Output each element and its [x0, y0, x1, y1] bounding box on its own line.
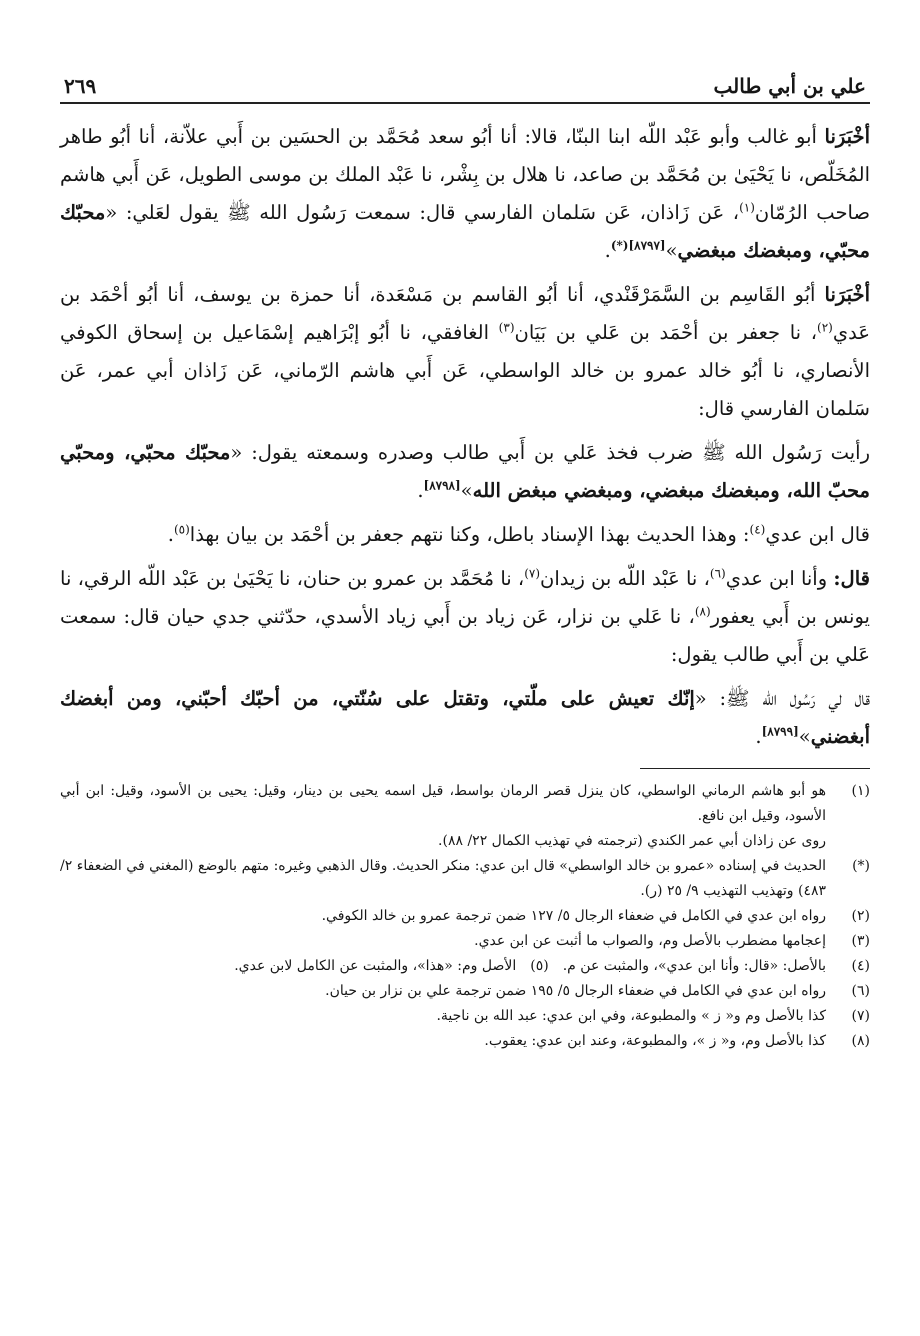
book-page [60, 54, 870, 1054]
hadith-quote: إنّك تعيش على ملّتي، وتقتل على سُنّتي، من أحبّك أحبّني، ومن أبغضك أبغضني [60, 687, 870, 748]
footnote-text: روى عن زاذان أبي عمر الكندي (ترجمته في تهذيب الكمال ٢٢/ ٨٨). [438, 833, 826, 849]
paragraph-text: قال لي رَسُول الله ﷺ: « [694, 687, 870, 710]
hadith-quote: محبّك محبّي، ومحبّي محبّ الله، ومبغضك مبغضي، ومبغضي مبغض الله [60, 441, 870, 502]
footnote-2 [60, 904, 870, 929]
footnote-text: رواه ابن عدي في الكامل في ضعفاء الرجال ٥/ ١٢٧ ضمن ترجمة عمرو بن خالد الكوفي. [321, 908, 826, 924]
hadith-number: [٨٧٩٧](*) [610, 238, 666, 253]
paragraph-3 [60, 434, 870, 510]
paragraph-text: ، نا جعفر بن أحْمَد بن عَلي بن بَيَان [514, 321, 818, 344]
paragraph-end: . [755, 725, 762, 748]
footnote-marker: (٣) [498, 320, 515, 335]
paragraph-end: . [604, 239, 611, 262]
footnote-text-5: الأصل وم: «هذا»، والمثبت عن الكامل لابن عدي. [234, 958, 517, 974]
footnote-text: كذا بالأصل وم و« ز » والمطبوعة، وفي ابن عدي: عبد الله بن ناجية. [436, 1008, 826, 1024]
paragraph-end: . [417, 479, 424, 502]
footnote-8 [60, 1029, 870, 1054]
paragraph-text: ، نا عَبْد اللّه بن زيدان [540, 567, 710, 590]
footnote-star [60, 854, 870, 904]
paragraph-text: أبو غالب وأبو عَبْد اللّه ابنا البنّا، قالا: أنا أبُو سعد مُحَمَّد بن الحسَين بن أَبي علاّنة، أنا أبُو طاهر المُخَلّص، نا يَحْيَىٰ بن مُحَمَّد بن صاعد، نا هلال بن بِشْر، نا عَبْد الملك بن موسى الطويل، عَن أَبي هاشم صاحب الرُمّان [60, 125, 870, 224]
footnote-3 [60, 929, 870, 954]
footnote-text: إعجامها مضطرب بالأصل وم، والصواب ما أثبت عن ابن عدي. [474, 933, 826, 949]
paragraph-text: رأيت رَسُول الله ﷺ ضرب فخذ عَلي بن أَبي طالب وصدره وسمعته يقول: « [230, 441, 870, 464]
paragraph-text: ، نا عَلي بن نزار، عَن زياد بن أَبي زياد الأسدي، حدّثني جدي حيان قال: سمعت عَلي بن أَبي طالب يقول: [60, 605, 870, 666]
footnote-marker: (١) [739, 200, 755, 215]
hadith-number: [٨٧٩٩] [761, 724, 799, 739]
quote-close: » [798, 725, 811, 748]
footnote-text: هو أبو هاشم الرماني الواسطي، كان ينزل قصر الرمان بواسط، قيل اسمه يحيى بن دينار، وقيل: يحيى بن الأسود، وقيل: ابن أبي الأسود، وقيل ابن نافع. [60, 783, 826, 824]
paragraph-text: ، عَن زَاذان، عَن سَلمان الفارسي قال: سمعت رَسُول الله ﷺ يقول لعَلي: « [105, 201, 740, 224]
header-title: علي بن أبي طالب [713, 74, 866, 98]
footnote-number-5: (٥) [530, 958, 549, 974]
footnote-4-5 [60, 954, 870, 979]
footnote-text-4: بالأصل: «قال: وأنا ابن عدي»، والمثبت عن م. [562, 958, 826, 974]
footnotes [60, 779, 870, 1054]
paragraph-text: الغافقي، نا أبُو إبْرَاهيم إسْمَاعيل بن إسحاق الكوفي الأنصاري، نا أبُو خالد عمرو بن خالد الواسطي، عَن أَبي هاشم الرّماني، عَن زَاذان أبي عمر، عَن سَلمان الفارسي قال: [60, 321, 870, 420]
footnote-text: الحديث في إسناده «عمرو بن خالد الواسطي» قال ابن عدي: منكر الحديث. وقال الذهبي وغيره: متهم بالوضع (المغني في الضعفاء ٢/ ٤٨٣) وتهذيب التهذيب ٩/ ٢٥ (ر). [60, 858, 826, 899]
paragraph-lead: قال: [833, 567, 870, 590]
footnote-number: (٧) [851, 1008, 870, 1024]
footnote-marker: (٦) [709, 566, 726, 581]
paragraph-end: . [167, 523, 174, 546]
footnote-number: (*) [852, 858, 870, 874]
hadith-number: [٨٧٩٨] [423, 478, 461, 493]
paragraph-text: وأنا ابن عدي [725, 567, 834, 590]
paragraph-text: قال ابن عدي [765, 523, 870, 546]
paragraph-lead: أخْبَرَنا [824, 283, 870, 306]
page-number: ٢٦٩ [64, 74, 97, 98]
footnote-number: (٤) [851, 958, 870, 974]
footnote-text: رواه ابن عدي في الكامل في ضعفاء الرجال ٥/ ١٩٥ ضمن ترجمة علي بن نزار بن حيان. [325, 983, 826, 999]
paragraph-1 [60, 118, 870, 270]
paragraph-text: : وهذا الحديث بهذا الإسناد باطل، وكنا نتهم جعفر بن أحْمَد بن بيان بهذا [189, 523, 750, 546]
footnote-text: كذا بالأصل وم، و« ز »، والمطبوعة، وعند ابن عدي: يعقوب. [484, 1033, 826, 1049]
footnote-7 [60, 1004, 870, 1029]
footnote-marker: (٢) [817, 320, 833, 335]
paragraph-5 [60, 560, 870, 674]
footnote-separator [640, 768, 870, 769]
paragraph-text: ، نا مُحَمَّد بن عمرو بن حنان، نا يَحْيَىٰ بن عَبْد اللّه الرقي، نا يونس بن أَبي يعفور [60, 567, 870, 628]
quote-close: » [460, 479, 473, 502]
footnote-number: (٣) [851, 933, 870, 949]
footnote-marker: (٤) [749, 522, 766, 537]
hadith-quote: محبّك محبّي، ومبغضك مبغضي [60, 201, 870, 262]
footnote-1-continued [60, 829, 870, 854]
paragraph-text: أبُو القَاسِم بن السَّمَرْقَنْدي، أنا أبُو القاسم بن مَسْعَدة، أنا حمزة بن يوسف، أنا أبُو أحْمَد بن عَدي [60, 283, 870, 344]
paragraph-6 [60, 680, 870, 756]
main-text [60, 118, 870, 756]
footnote-1 [60, 779, 870, 829]
footnote-number: (٢) [851, 908, 870, 924]
paragraph-2 [60, 276, 870, 428]
paragraph-lead: أخْبَرَنا [824, 125, 870, 148]
footnote-marker: (٥) [173, 522, 190, 537]
running-header [60, 54, 870, 104]
footnote-marker: (٨) [694, 604, 711, 619]
footnote-marker: (٧) [524, 566, 541, 581]
footnote-text [60, 954, 826, 979]
footnote-number: (٦) [851, 983, 870, 999]
footnote-number: (١) [851, 783, 870, 799]
quote-close: » [665, 239, 678, 262]
footnote-6 [60, 979, 870, 1004]
footnote-number: (٨) [851, 1033, 870, 1049]
paragraph-4 [60, 516, 870, 554]
